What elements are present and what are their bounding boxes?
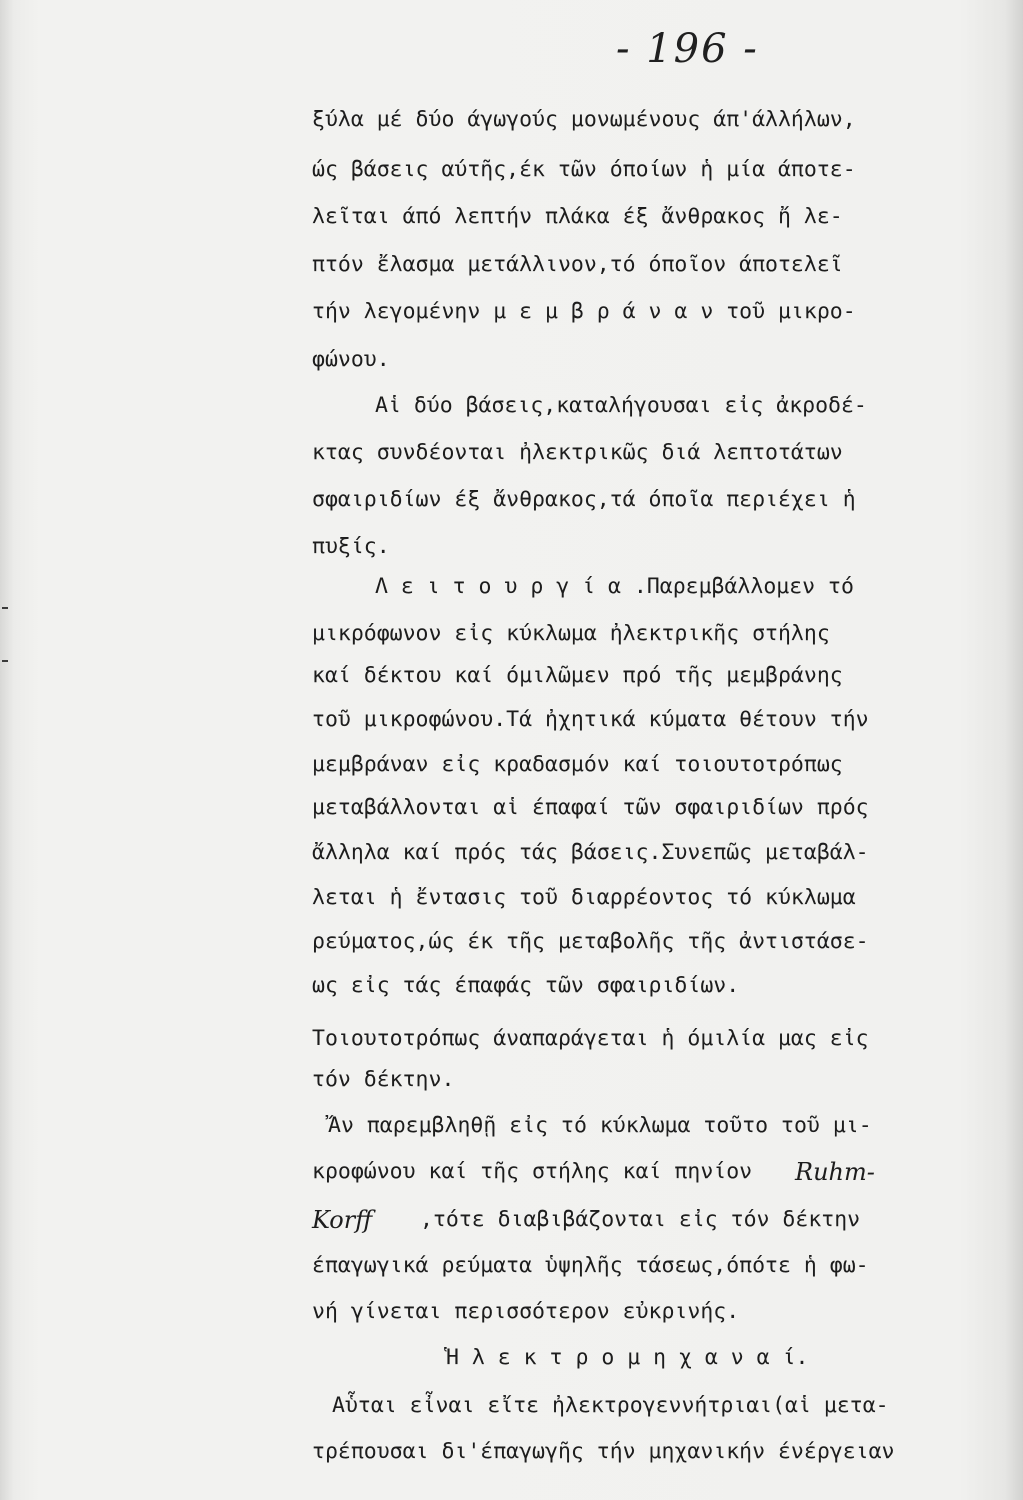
text-line: ρεύματος,ώς έκ τῆς μεταβολῆς τῆς ἀντιστάσε- <box>312 929 869 954</box>
edge-mark <box>2 607 8 609</box>
text-line: ξύλα μέ δύο άγωγούς μονωμένους άπ'άλλήλων, <box>312 107 856 132</box>
text-line: έπαγωγικά ρεύματα ὑψηλῆς τάσεως,όπότε ἡ φω- <box>312 1253 869 1278</box>
text-line: τοῦ μικροφώνου.Τά ἠχητικά κύματα θέτουν τήν <box>312 707 869 732</box>
text-line: κτας συνδέονται ἠλεκτρικῶς διά λεπτοτάτων <box>312 440 843 465</box>
paragraph-start-line: Αἱ δύο βάσεις,καταλήγουσαι εἰς ἀκροδέ- <box>375 393 867 418</box>
text-line: σφαιριδίων έξ ἄνθρακος,τά όποῖα περιέχει ἡ <box>312 487 856 512</box>
text-line: τήν λεγομένην μ ε μ β ρ ά ν α ν τοῦ μικρο- <box>312 299 856 324</box>
text-line: Αὗται εἶναι εἴτε ἠλεκτρογεννήτριαι(αἱ μετα- <box>332 1393 889 1418</box>
text-line: λεται ἡ ἔντασις τοῦ διαρρέοντος τό κύκλωμα <box>312 885 856 910</box>
handwritten-name-ruhm: Ruhm- <box>795 1158 875 1186</box>
text-line: καί δέκτου καί όμιλῶμεν πρό τῆς μεμβράνης <box>312 663 843 688</box>
text-line: ,τότε διαβιβάζονται εἰς τόν δέκτην <box>420 1207 861 1232</box>
text-line: φώνου. <box>312 347 390 372</box>
text-line: τόν δέκτην. <box>312 1067 455 1092</box>
text-line: κροφώνου καί τῆς στήλης καί πηνίον <box>312 1159 753 1184</box>
text-line: πτόν ἔλασμα μετάλλινον,τό όποῖον άποτελεῖ <box>312 252 843 277</box>
text-line: μεμβράναν εἰς κραδασμόν καί τοιουτοτρόπως <box>312 752 843 777</box>
text-line: πυξίς. <box>312 534 390 559</box>
text-line: Τοιουτοτρόπως άναπαράγεται ἡ όμιλία μας εἰς <box>312 1026 869 1051</box>
text-line: Ἄν παρεμβληθῇ εἰς τό κύκλωμα τοῦτο τοῦ μι- <box>328 1113 872 1138</box>
text-line: ἄλληλα καί πρός τάς βάσεις.Συνεπῶς μεταβάλ- <box>312 840 869 865</box>
text-line: μικρόφωνον εἰς κύκλωμα ἠλεκτρικῆς στήλης <box>312 621 830 646</box>
text-line: μεταβάλλονται αἱ έπαφαί τῶν σφαιριδίων πρός <box>312 795 869 820</box>
text-line: ως εἰς τάς έπαφάς τῶν σφαιριδίων. <box>312 973 740 998</box>
text-line: ώς βάσεις αύτῆς,έκ τῶν όποίων ἡ μία άποτε- <box>312 157 856 182</box>
text-line: τρέπουσαι δι'έπαγωγῆς τήν μηχανικήν ένέργειαν <box>312 1439 895 1464</box>
text-line: νή γίνεται περισσότερον εὐκρινής. <box>312 1299 740 1324</box>
page-number: - 196 - <box>616 26 759 72</box>
text-line: λεῖται άπό λεπτήν πλάκα έξ ἄνθρακος ἤ λε- <box>312 204 843 229</box>
edge-mark <box>2 660 8 662</box>
section-heading-line: Ἡ λ ε κ τ ρ ο μ η χ α ν α ί. <box>446 1345 809 1370</box>
section-heading-line: Λ ε ι τ ο υ ρ γ ί α .Παρεμβάλλομεν τό <box>375 574 854 599</box>
handwritten-name-korff: Korff <box>312 1206 373 1234</box>
